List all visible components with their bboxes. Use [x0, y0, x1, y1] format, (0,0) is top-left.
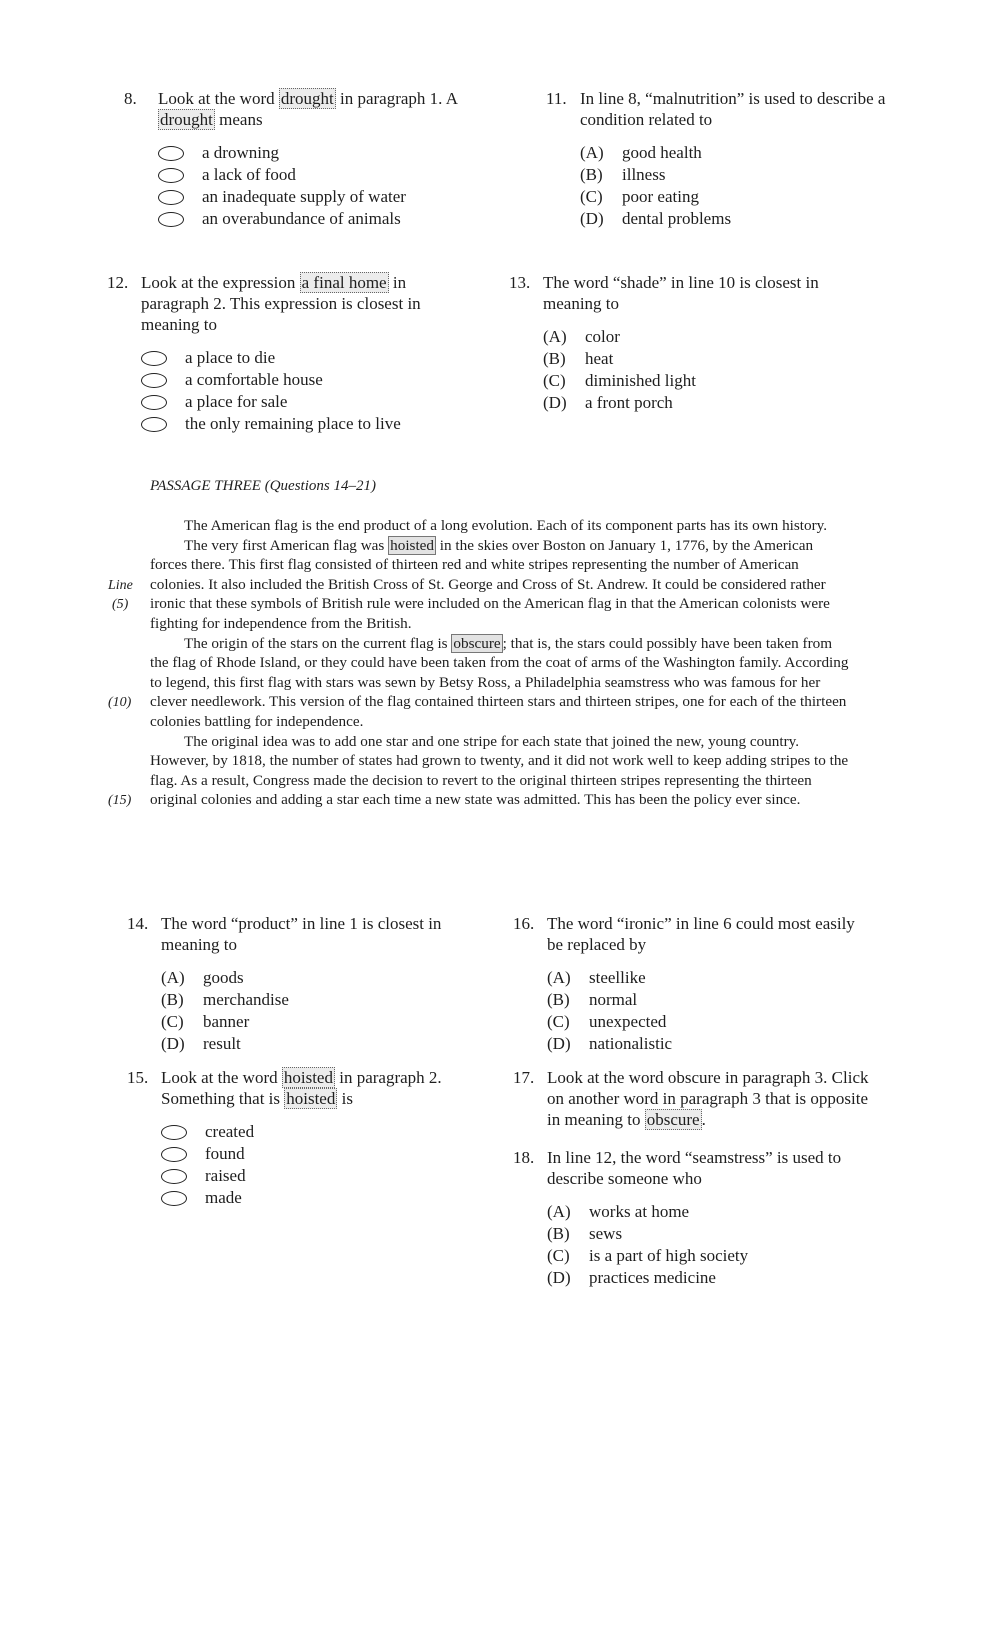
passage-paragraph-2[interactable]: The very first American flag was hoisted in the skies over Boston on January 1, 1776, by the American forces there. This first flag consisted of thirteen red and white stripes representing the number of American colonies. It also included the British Cross of St. George and Cross of St. Andrew. It could be considered rather ironic that these symbols of British rule were included on the American flag in that the American colonists were fighting for independence from the British. [150, 536, 830, 632]
highlighted-word: hoisted [390, 536, 434, 554]
answer-choices [161, 967, 487, 1055]
highlighted-word: drought [280, 89, 334, 108]
answer-option[interactable]: (A) goods [161, 968, 244, 987]
highlighted-phrase: a final home [301, 273, 387, 292]
answer-choices [158, 142, 504, 230]
passage-paragraph-4[interactable]: The original idea was to add one star and one stripe for each state that joined the new, young country. However, by 1818, the number of states had grown to twenty, and it did not work well to keep adding stripes to the flag. As a result, Congress made the decision to revert to the original thirteen stripes representing the thirteen original colonies and adding a star each time a new state was admitted. This has been the policy ever since. [150, 732, 849, 809]
highlighted-word: hoisted [283, 1068, 333, 1087]
answer-choices [141, 347, 477, 435]
radio-bubble[interactable] [141, 395, 167, 410]
answer-option[interactable]: (D) nationalistic [547, 1034, 673, 1053]
answer-option[interactable]: raised [161, 1165, 487, 1187]
question-17 [513, 1067, 873, 1130]
radio-bubble[interactable] [158, 146, 184, 161]
line-marker: (10) [108, 695, 132, 710]
answer-option[interactable]: a drowning [158, 142, 504, 164]
line-marker: Line [108, 578, 133, 593]
radio-bubble[interactable] [161, 1191, 187, 1206]
answer-option[interactable]: (B) heat [543, 349, 614, 368]
line-marker: (5) [112, 597, 129, 612]
answer-option[interactable]: created [161, 1121, 487, 1143]
question-stem: Look at the word hoisted in paragraph 2. Something that is hoisted is [161, 1068, 442, 1108]
answer-choices [161, 1121, 487, 1209]
answer-option[interactable]: (A) works at home [547, 1202, 690, 1221]
question-stem: In line 8, “malnutrition” is used to describe a condition related to [580, 89, 886, 129]
radio-bubble[interactable] [158, 190, 184, 205]
radio-bubble[interactable] [158, 212, 184, 227]
answer-option[interactable]: a place to die [141, 347, 477, 369]
passage-title: PASSAGE THREE (Questions 14–21) [150, 478, 376, 494]
highlighted-word: hoisted [286, 1089, 336, 1108]
answer-choices [543, 326, 869, 414]
answer-option[interactable]: a lack of food [158, 164, 504, 186]
question-number: 14. [127, 914, 149, 933]
question-number: 11. [546, 89, 567, 108]
question-stem: Look at the expression a final home in paragraph 2. This expression is closest in meaning to [141, 273, 421, 334]
answer-option[interactable]: (A) color [543, 327, 620, 346]
answer-option[interactable]: an inadequate supply of water [158, 186, 504, 208]
answer-option[interactable]: (C) diminished light [543, 371, 696, 390]
radio-bubble[interactable] [141, 373, 167, 388]
answer-option[interactable]: (B) normal [547, 990, 638, 1009]
question-12 [107, 272, 477, 435]
answer-option[interactable]: (B) illness [580, 165, 666, 184]
answer-option[interactable]: (B) sews [547, 1224, 623, 1243]
question-number: 16. [513, 914, 535, 933]
radio-bubble[interactable] [161, 1169, 187, 1184]
passage-paragraph-1[interactable]: The American flag is the end product of a long evolution. Each of its component parts has its own history. [184, 517, 828, 534]
passage-paragraph-3[interactable]: The origin of the stars on the current flag is obscure ; that is, the stars could possibly have been taken from the flag of Rhode Island, or they could have been taken from the coat of arms of the Washington family. According to legend, this first flag with stars was sewn by Betsy Ross, a Philadelphia seamstress who was famous for her clever needlework. This version of the flag contained thirteen stars and thirteen stripes, one for each of the thirteen colonies battling for independence. [150, 634, 849, 730]
answer-option[interactable]: (C) poor eating [580, 187, 699, 206]
question-16 [513, 913, 873, 1055]
radio-bubble[interactable] [158, 168, 184, 183]
question-stem: Look at the word drought in paragraph 1. A drought means [158, 89, 458, 129]
question-11 [546, 88, 886, 230]
answer-choices [547, 1201, 873, 1289]
highlighted-word: obscure [667, 1068, 721, 1087]
highlighted-word: drought [160, 110, 213, 129]
question-stem: The word “shade” in line 10 is closest in meaning to [543, 273, 819, 313]
question-13 [509, 272, 869, 414]
question-8 [124, 88, 504, 230]
answer-option[interactable]: made [161, 1187, 487, 1209]
passage-text [150, 516, 853, 810]
question-number: 13. [509, 273, 531, 292]
question-number: 18. [513, 1148, 535, 1167]
question-14 [127, 913, 487, 1055]
line-marker: (15) [108, 793, 132, 808]
question-18 [513, 1147, 873, 1289]
question-number: 15. [127, 1068, 149, 1087]
answer-option[interactable]: (A) steellike [547, 968, 646, 987]
answer-option[interactable]: the only remaining place to live [141, 413, 477, 435]
answer-option[interactable]: a place for sale [141, 391, 477, 413]
answer-option[interactable]: (B) merchandise [161, 990, 289, 1009]
answer-option[interactable]: an overabundance of animals [158, 208, 504, 230]
answer-option[interactable]: (D) dental problems [580, 209, 732, 228]
question-number: 17. [513, 1068, 535, 1087]
radio-bubble[interactable] [141, 417, 167, 432]
question-number: 12. [107, 273, 129, 292]
answer-choices [580, 142, 886, 230]
highlighted-word: obscure [646, 1110, 700, 1129]
answer-option[interactable]: (A) good health [580, 143, 702, 162]
answer-option[interactable]: found [161, 1143, 487, 1165]
answer-option[interactable]: (D) practices medicine [547, 1268, 716, 1287]
highlighted-word: obscure [453, 634, 501, 652]
answer-choices [547, 967, 873, 1055]
answer-option[interactable]: (C) is a part of high society [547, 1246, 749, 1265]
question-stem: Look at the word obscure in paragraph 3. Click on another word in paragraph 3 that is opposite in meaning to obscure . [547, 1068, 869, 1129]
radio-bubble[interactable] [141, 351, 167, 366]
question-15 [127, 1067, 487, 1209]
answer-option[interactable]: (D) result [161, 1034, 241, 1053]
radio-bubble[interactable] [161, 1125, 187, 1140]
question-number: 8. [124, 89, 137, 108]
question-stem: The word “ironic” in line 6 could most easily be replaced by [547, 914, 855, 954]
answer-option[interactable]: (D) a front porch [543, 393, 673, 412]
question-stem: The word “product” in line 1 is closest in meaning to [161, 914, 442, 954]
question-stem: In line 12, the word “seamstress” is used to describe someone who [547, 1148, 842, 1188]
answer-option[interactable]: (C) unexpected [547, 1012, 667, 1031]
answer-option[interactable]: (C) banner [161, 1012, 250, 1031]
answer-option[interactable]: a comfortable house [141, 369, 477, 391]
radio-bubble[interactable] [161, 1147, 187, 1162]
